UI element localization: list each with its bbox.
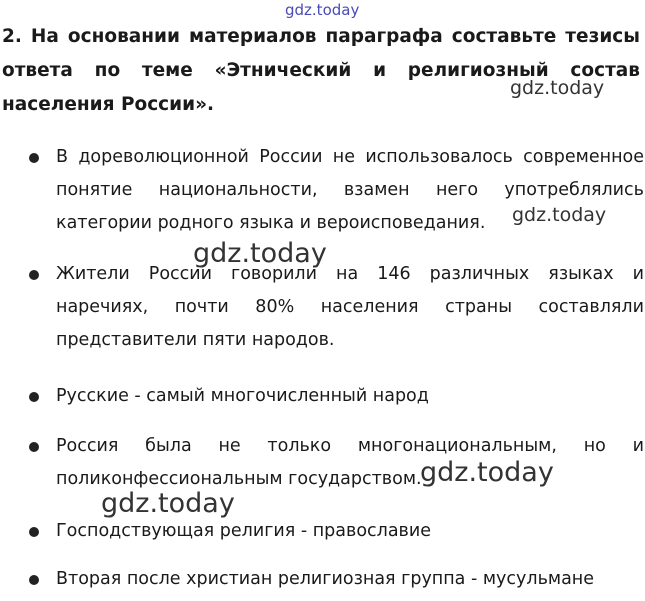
bullet-icon [29,527,39,537]
watermark-top: gdz.today [285,1,360,19]
watermark: gdz.today [193,238,327,269]
list-item-text: Россия была не только многонациональным, но и поликонфессиональным государством. [56,436,644,489]
list-item-text: Русские - самый многочисленный народ [56,386,429,406]
list-item-text: В дореволюционной России не использовалось современное понятие национальности, взамен него употреблялись категории родного языка и вероисповедания. [56,147,644,233]
bullet-icon [29,153,39,163]
list-item-text: Вторая после христиан религиозная группа - мусульмане [56,569,595,589]
watermark: gdz.today [420,457,554,488]
list-item-text: Господствующая религия - православие [56,521,432,541]
watermark: gdz.today [512,204,607,226]
watermark: gdz.today [101,488,235,519]
bullet-icon [29,575,39,585]
list-item-text: Жители России говорили на 146 различных языках и наречиях, почти 80% населения страны составляли представители пяти народов. [56,264,644,350]
watermark: gdz.today [510,77,605,99]
bullet-icon [29,442,39,452]
bullet-icon [29,270,39,280]
bullet-icon [29,392,39,402]
task-heading: 2. На основании материалов параграфа составьте тезисы ответа по теме «Этнический и религиозный состав населения России». [2,26,640,115]
